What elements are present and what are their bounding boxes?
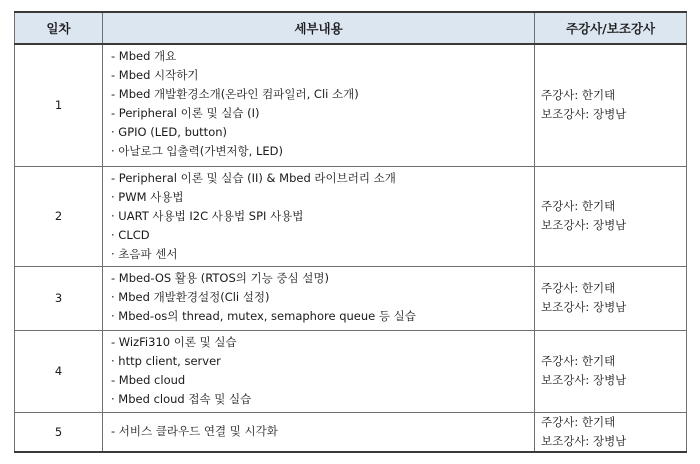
detail-line: · PWM 사용법 <box>111 189 184 204</box>
detail-cell <box>103 44 535 166</box>
assistant-instructor: 보조강사: 장병남 <box>541 107 627 122</box>
detail-line: - Mbed-OS 활용 (RTOS의 기능 중심 설명) <box>111 270 329 285</box>
table-row <box>15 166 687 266</box>
detail-line: · UART 사용법 I2C 사용법 SPI 사용법 <box>111 208 304 223</box>
day-cell: 1 <box>15 44 103 166</box>
day-cell: 4 <box>15 330 103 412</box>
main-instructor: 주강사: 한기태 <box>541 354 616 368</box>
instructor-cell <box>535 166 687 266</box>
table-row <box>15 44 687 166</box>
detail-cell <box>103 166 535 266</box>
detail-line: · GPIO (LED, button) <box>111 125 227 139</box>
detail-line: - Mbed cloud <box>111 372 186 387</box>
day-cell: 3 <box>15 266 103 330</box>
header-instructor: 주강사/보조강사 <box>535 12 687 44</box>
detail-line: - Mbed 개요 <box>111 49 177 63</box>
assistant-instructor: 보조강사: 장병남 <box>541 373 627 387</box>
schedule-table <box>14 11 687 453</box>
main-instructor: 주강사: 한기태 <box>541 88 616 103</box>
detail-line: - Peripheral 이론 및 실습 (I) <box>111 106 260 120</box>
main-instructor: 주강사: 한기태 <box>541 199 616 213</box>
day-cell: 2 <box>15 166 103 266</box>
header-row <box>15 12 687 44</box>
detail-line: · 아날로그 입출력(가변저항, LED) <box>111 144 283 158</box>
detail-line: - Peripheral 이론 및 실습 (II) & Mbed 라이브러리 소개 <box>111 170 396 185</box>
instructor-cell <box>535 330 687 412</box>
main-instructor: 주강사: 한기태 <box>541 281 616 295</box>
instructor-cell <box>535 44 687 166</box>
detail-line: · Mbed cloud 접속 및 실습 <box>111 391 252 406</box>
assistant-instructor: 보조강사: 장병남 <box>541 433 627 448</box>
assistant-instructor: 보조강사: 장병남 <box>541 300 627 314</box>
detail-line: · CLCD <box>111 227 150 242</box>
main-instructor: 주강사: 한기태 <box>541 414 616 429</box>
day-cell: 5 <box>15 412 103 452</box>
schedule-table-container <box>14 11 686 453</box>
instructor-cell <box>535 266 687 330</box>
detail-cell <box>103 330 535 412</box>
detail-line: - Mbed 개발환경소개(온라인 컴파일러, Cli 소개) <box>111 87 359 101</box>
header-detail: 세부내용 <box>103 12 535 44</box>
detail-line: · Mbed 개발환경설정(Cli 설정) <box>111 289 270 304</box>
detail-line: · http client, server <box>111 353 221 368</box>
detail-line: - Mbed 시작하기 <box>111 68 199 82</box>
table-row <box>15 412 687 452</box>
assistant-instructor: 보조강사: 장병남 <box>541 218 627 232</box>
detail-cell <box>103 266 535 330</box>
detail-line: - 서비스 클라우드 연결 및 시각화 <box>111 424 278 439</box>
header-day: 일차 <box>15 12 103 44</box>
detail-line: · 초음파 센서 <box>111 246 178 261</box>
detail-cell <box>103 412 535 452</box>
table-row <box>15 330 687 412</box>
instructor-cell <box>535 412 687 452</box>
table-row <box>15 266 687 330</box>
detail-line: · Mbed-os의 thread, mutex, semaphore queue 등 실습 <box>111 308 416 323</box>
detail-line: - WizFi310 이론 및 실습 <box>111 334 237 349</box>
